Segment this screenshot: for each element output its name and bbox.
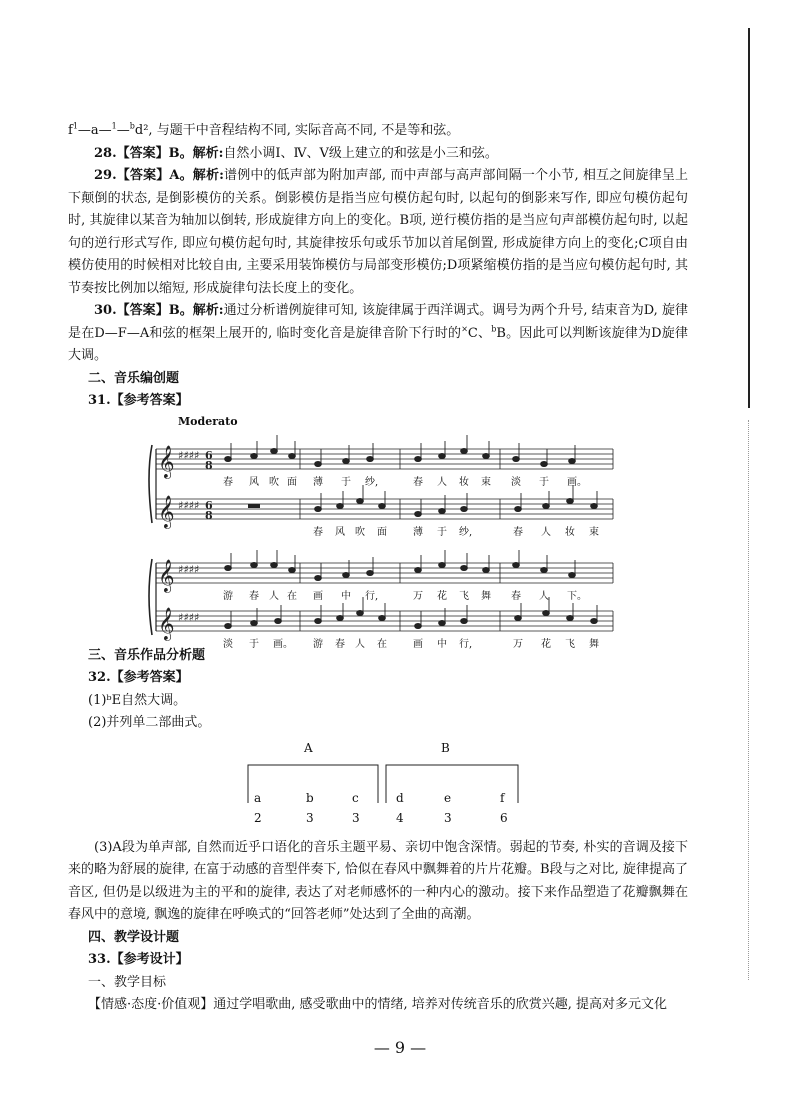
page-edge-line: [748, 28, 750, 408]
form-brackets: [68, 763, 688, 813]
phrase-label: e: [444, 790, 452, 805]
whole-rest: [248, 504, 260, 508]
lyric-syllable: 人: [437, 476, 447, 488]
answer-32-part-1: (1)ᵇE自然大调。: [88, 692, 187, 708]
lyric-syllable: 妆: [565, 526, 575, 538]
treble-clef-icon: 𝄞: [158, 494, 175, 528]
phrase-bar-count: 4: [396, 810, 404, 825]
lyric-syllable: 春: [249, 590, 259, 602]
lyric-syllable: 下。: [567, 590, 587, 602]
page-number: — 9 —: [373, 1038, 427, 1057]
phrase-label: b: [306, 790, 314, 805]
answer-30: 30.【答案】B。解析:通过分析谱例旋律可知, 该旋律属于西洋调式。调号为两个升号, 结束音为D, 旋律是在D—F—A和弦的框架上展开的, 临时变化音是旋律音阶下行时的×C、$^b$B。因此可以判断该旋律为D旋律大调。: [68, 303, 688, 363]
lyric-syllable: 于: [437, 526, 447, 538]
answer-33: 33.【参考设计】: [88, 952, 189, 967]
lyric-syllable: 春: [511, 590, 521, 602]
phrase-label: d: [396, 790, 404, 805]
lyric-syllable: 画。: [567, 476, 587, 488]
lyric-syllable: 游: [313, 638, 323, 650]
lyric-syllable: 风: [249, 476, 259, 488]
form-diagram: [68, 741, 688, 833]
phrase-label: a: [254, 790, 262, 805]
lyric-syllable: 淡: [511, 476, 521, 488]
lyric-syllable: 花: [541, 638, 551, 650]
lyric-syllable: 游: [223, 590, 233, 602]
treble-clef-icon: 𝄞: [158, 558, 175, 592]
lyric-syllable: 束: [481, 476, 491, 488]
music-score: [68, 414, 688, 650]
answer-32-part-2: (2)并列单二部曲式。: [88, 715, 211, 730]
lyric-syllable: 人: [269, 590, 279, 602]
phrase-label: f: [500, 790, 505, 805]
lyric-syllable: 人: [541, 526, 551, 538]
section-4-heading: 四、教学设计题: [88, 929, 180, 945]
lyric-syllable: 在: [377, 638, 387, 650]
lyric-syllable: 风: [335, 526, 345, 538]
section-a-label: A: [304, 740, 313, 755]
section-3-heading: 三、音乐作品分析题: [88, 647, 206, 663]
lyric-syllable: 人: [355, 638, 365, 650]
lyric-syllable: 中: [341, 590, 351, 602]
lyric-syllable: 面: [377, 526, 387, 538]
lyric-syllable: 中: [437, 638, 447, 650]
teaching-objectives-line: 【情感·态度·价值观】通过学唱歌曲, 感受歌曲中的情绪, 培养对传统音乐的欣赏兴趣, 提高对多元文化: [88, 997, 668, 1012]
line-interval: $f^1—a—^1—^bd^2$, 与题干中音程结构不同, 实际音高不同, 不是等和弦。: [68, 121, 460, 138]
answer-32: 32.【参考答案】: [88, 670, 189, 685]
lyric-syllable: 束: [589, 526, 599, 538]
phrase-bar-count: 3: [306, 810, 314, 825]
lyric-syllable: 纱,: [365, 476, 379, 488]
lyric-syllable: 春: [313, 526, 323, 538]
page-edge-dots: [748, 420, 750, 980]
key-signature: ♯♯♯♯: [178, 498, 200, 512]
lyric-syllable: 妆: [459, 476, 469, 488]
phrase-label: c: [352, 790, 359, 805]
lyric-syllable: 吹: [269, 476, 279, 488]
staff-1-bottom: [156, 499, 613, 519]
lyric-syllable: 纱,: [459, 526, 473, 538]
answer-31: 31.【参考答案】: [88, 393, 189, 408]
lyric-syllable: 飞: [565, 638, 575, 650]
lyric-syllable: 花: [437, 590, 447, 602]
lyric-syllable: 舞: [481, 590, 491, 602]
answer-32-part-3: (3)A段为单声部, 自然而近乎口语化的音乐主题平易、亲切中饱含深情。弱起的节奏, 朴实的音调及接下来的略为舒展的旋律, 在富于动感的音型伴奏下, 恰似在春风中飘舞着的片片花瓣。B段与之对比, 旋律提高了音区, 但仍是以级进为主的平和的旋律, 表达了对老师感怀的一种内心的激动。接下来作品塑造了花瓣飘舞在春风中的意境, 飘逸的旋律在呼唤式的“回答老师”处达到了全曲的高潮。: [68, 839, 688, 922]
lyric-syllable: 于: [539, 476, 549, 488]
lyric-syllable: 人: [539, 590, 549, 602]
lyric-syllable: 舞: [589, 638, 599, 650]
lyric-syllable: 淡: [223, 638, 233, 650]
time-signature: 6: [205, 448, 213, 462]
lyric-syllable: 画: [313, 590, 323, 602]
teaching-objectives-heading: 一、教学目标: [88, 974, 167, 990]
key-signature: ♯♯♯♯: [178, 562, 200, 576]
lyric-syllable: 画。: [273, 638, 293, 650]
lyric-syllable: 春: [223, 476, 233, 488]
lyric-syllable: 春: [413, 476, 423, 488]
time-signature: 6: [205, 498, 213, 512]
answer-29: 29.【答案】A。解析:谱例中的低声部为附加声部, 而中声部与高声部间隔一个小节, 相互之间旋律呈上下颠倒的状态, 是倒影模仿的关系。倒影模仿是指当应句模仿起句时, 以起句的倒影来写作, 即应句模仿起句时, 其旋律以某音为轴加以倒转, 形成旋律方向上的变化。B项, 逆行模仿指的是当应句声部模仿起句时, 以起句的逆行形式写作, 即应句模仿起句时, 其旋律按乐句或乐节加以首尾倒置, 形成旋律方向上的变化;C项自由模仿使用的时候相对比较自由, 主要采用装饰模仿与局部变形模仿;D项紧缩模仿指的是当应句模仿起句时, 其节奏按比例加以缩短, 形成旋律句法长度上的变化。: [68, 168, 688, 296]
lyric-syllable: 面: [287, 476, 297, 488]
lyric-syllable: 飞: [459, 590, 469, 602]
section-b-label: B: [441, 740, 450, 755]
treble-clef-icon: 𝄞: [158, 606, 175, 640]
lyric-syllable: 薄: [313, 476, 323, 488]
phrase-bar-count: 3: [352, 810, 360, 825]
lyric-syllable: 春: [335, 638, 345, 650]
section-2-heading: 二、音乐编创题: [88, 370, 180, 386]
lyric-syllable: 春: [513, 526, 523, 538]
phrase-bar-count: 2: [254, 810, 262, 825]
phrase-bar-count: 6: [500, 810, 508, 825]
lyric-syllable: 行,: [365, 590, 379, 602]
lyric-syllable: 于: [249, 638, 259, 650]
lyric-syllable: 行,: [459, 638, 473, 650]
lyric-syllable: 吹: [355, 526, 365, 538]
answer-28: 28.【答案】B。解析:自然小调Ⅰ、Ⅳ、Ⅴ级上建立的和弦是小三和弦。: [94, 145, 498, 161]
lyric-syllable: 薄: [413, 526, 423, 538]
phrase-bar-count: 3: [444, 810, 452, 825]
lyric-syllable: 画: [413, 638, 423, 650]
tempo-marking: Moderato: [178, 414, 238, 428]
lyric-syllable: 万: [413, 590, 423, 602]
lyric-syllable: 于: [341, 476, 351, 488]
treble-clef-icon: 𝄞: [158, 444, 175, 478]
svg-text:8: 8: [205, 508, 213, 522]
key-signature: ♯♯♯♯: [178, 610, 200, 624]
lyric-syllable: 在: [287, 590, 297, 602]
key-signature: ♯♯♯♯: [178, 448, 200, 462]
lyric-syllable: 万: [513, 638, 523, 650]
svg-text:8: 8: [205, 458, 213, 472]
content: [68, 120, 688, 1017]
